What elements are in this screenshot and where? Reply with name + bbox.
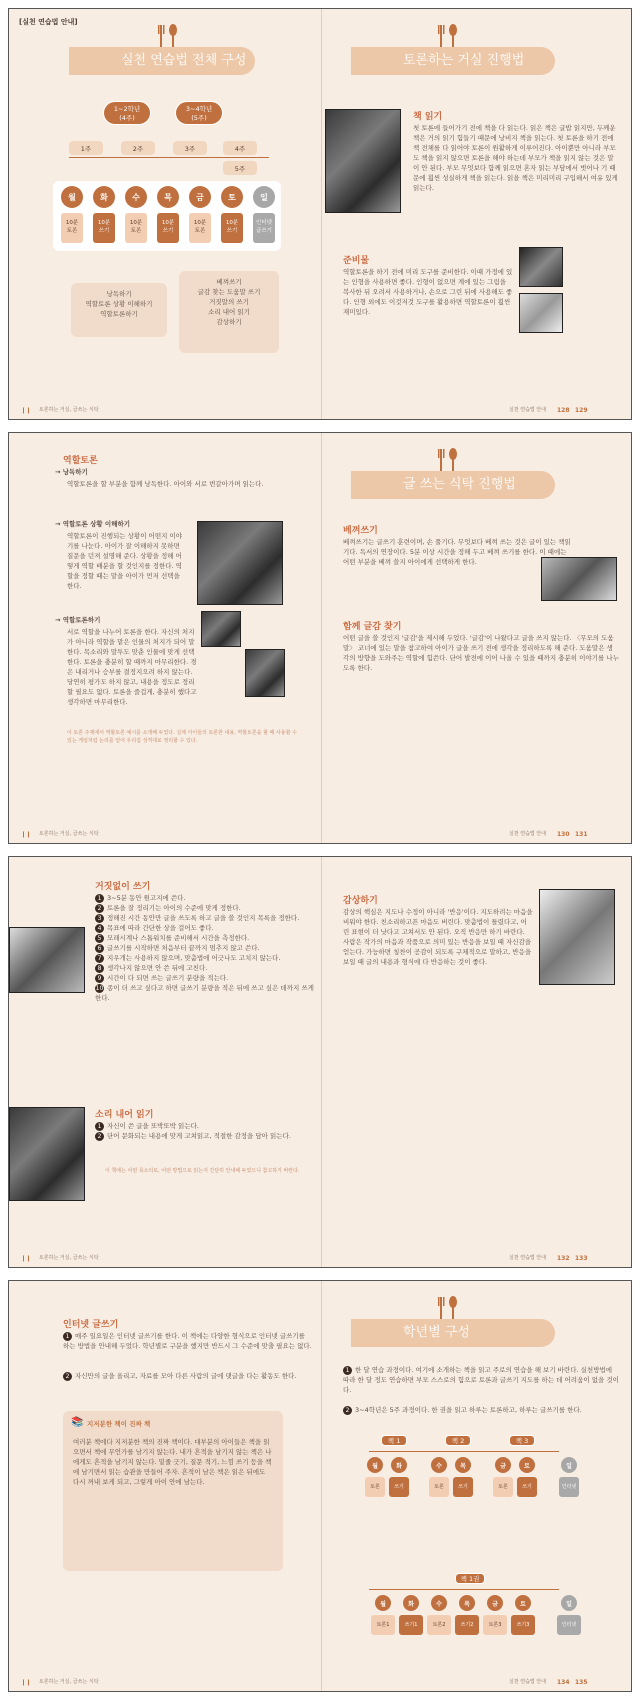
mini-tag: 쓰기3 [511,1615,535,1635]
footer-right: 실천 연습법 안내 [509,1255,546,1261]
book-icon: 📚 [71,1417,84,1428]
mini-tag: 인터넷 [557,1615,581,1635]
mini-tag: 토론3 [483,1615,507,1635]
gutter [321,9,322,419]
mini-day: 토 [515,1595,531,1611]
spread-130-131 [8,432,632,844]
lie-step: 9 시간이 다 되면 쓰는 글쓰기 분량을 적는다. [95,973,315,983]
prep-text: 역할토론을 하기 전에 미리 도구를 준비한다. 이때 가정에 있는 인형을 사용하면 좋다. 인형이 없으면 계에 있는 그림을 복사한 뒤 오려서 사용하거나, 손으로 그린 뒤에 사용해도 좋다. 인형 외에도 이것저것 도구를 활용하면 역할토론이 훨씬 재미있다. [343,268,513,316]
find-title: 함께 글감 찾기 [343,622,402,632]
appreciate-title: 감상하기 [343,896,378,906]
photo-child-laughing [539,889,615,985]
mini-day: 화 [403,1595,419,1611]
right-banner: 글 쓰는 식탁 진행법 [351,471,555,499]
tip-box [63,1411,283,1571]
page-number-132: 132 [557,1255,570,1262]
day-wed: 수 [125,186,147,208]
mini-tag: 토론 [429,1477,449,1497]
writing-steps-box [179,271,279,353]
day-thu: 목 [157,186,179,208]
step-item: 낭독하기 [106,290,132,298]
find-text: 어떤 글을 쓸 것인지 '글감'을 제시해 두었다. '글감'이 나왔다고 글을 쓰지 않는다. 〈무모의 도움말〉 코너에 있는 말을 참고하여 아이가 글을 쓰기 전에 생각을 정리하도록 해 준다. 도움말은 생각의 방향을 도와주는 역할에 힘쓴다. 단어 발전에 이어 나올 수 있을 때까지 충분히 이야기를 나누도록 한다. [343,634,619,672]
situation-text: 역할토론이 진행되는 상황이 어떤지 이야기를 나눈다. 아이가 잘 이해하지 못하면 질문을 던져 설명해 준다. 상황을 정해 어떻게 역할 배분을 할 것인지를 정한다. 역할을 정할 때는 맡을 아이가 먼저 선택을 한다. [67,532,183,590]
page-number-134: 134 [557,1679,570,1686]
photo-boy-reading [9,1107,85,1201]
photo-doll [519,293,563,333]
read-aloud-title: → 낭독하기 [55,468,88,476]
reading-title: 책 읽기 [413,112,443,122]
footer-left: 토론하는 거실, 글쓰는 식탁 [39,1255,99,1261]
photo-stuffed-animal [519,247,563,287]
net-item: 2 자신만의 글을 올리고, 자료를 모아 다른 사람의 글에 댓글을 다는 활동도 한다. [63,1371,313,1391]
lie-step: 4 목표에 따라 간단한 상을 걸어도 좋다. [95,923,315,933]
lie-step: 7 지우개는 사용하지 않으며, 맞춤법에 어긋나도 고치지 않는다. [95,953,315,963]
week-2: 2주 [121,141,155,155]
step-item: 글감 찾는 도움말 쓰기 [197,288,261,296]
tip-text: 여러분 책에다 지저분한 책의 진짜 책이다. 대부분의 아이들은 책을 읽으면서 책에 무언가를 남기지 않는다. 내가 흔적을 남기지 않는 책은 나에게도 흔적을 남기지 않는다. 밑줄 긋기, 질문 적기, 느낌 쓰기 등을 책에 남기면서 읽는 습관을 만들어 주자. 흔적이 남은 책은 읽은 뒤에도 다시 꺼내 보게 되고, 그렇게 아이 안에 남는다. [73,1438,272,1486]
schedule-connector [369,1451,559,1452]
footer-logo: ❙❙ [21,1679,32,1686]
discussion-steps-box [71,283,167,337]
mini-day: 목 [459,1595,475,1611]
spread-132-133 [8,856,632,1268]
mini-day: 목 [455,1457,471,1473]
photo-child-smiling [245,649,285,697]
prep-title: 준비물 [343,256,370,266]
week-5: 5주 [223,161,257,175]
day-sat: 토 [221,186,243,208]
book-label: 책 2 [445,1435,471,1446]
reading-text: 첫 토론에 들어가기 전에 책을 다 읽는다. 읽은 책은 글밥 읽지만, 두께운 책은 거의 읽기 힘들기 때문에 낭비지 책을 읽는다. 첫 토론을 하기 전에 책 전체를 다 읽어야 토론이 원활하게 이루어진다. 아이뿐만 아니라 부모도 책을 읽지 않으면 토론을 해야 하는데 부모가 책을 읽지 않는 것은 말이 안 된다. 부모 무엇보다 함께 읽으면 혼자 읽는 부담에서 벗어나 기 때문에 훨씬 성실하게 책을 읽는다. 읽을 책은 미리미리 구입해서 여유 있게 읽는다. [413,124,618,192]
copy-text: 베껴쓰기는 글쓰기 훈련이며, 손 풀기다. 무엇보다 베껴 쓰는 것은 글이 있는 책읽기다. 독서의 연장이다. 5분 이상 시간을 정해 두고 베껴 쓰기를 한다. 이 때에는 어떤 부분을 베껴 쓸지 아이에게 선택하게 한다. [343,538,571,566]
page-number-128: 128 [557,407,570,414]
page-number-133: 133 [575,1255,588,1262]
mini-day: 월 [375,1595,391,1611]
schedule-connector [369,1589,559,1590]
mini-tag: 쓰기1 [399,1615,423,1635]
roleplay-text: 서로 역할을 나누어 토론을 한다. 자신의 처지가 아니라 역할을 맡은 인물의 처지가 되어 말한다. 목소리와 말투도 맞춘 인물에 맞게 선택한다. 토론을 충분히 할 때까지 마무리한다. 경은 내리거나 승부를 결정지으려 하지 않는다. 당연히 평가도 하지 않고, 내용을 정도로 정리할 필요도 없다. 토론을 즐겁게, 충분히 했다고 생각하면 마무리한다. [67,628,197,706]
mini-tag: 쓰기 [453,1477,473,1497]
lie-step: 3 정해진 시간 동안만 글을 쓰도록 하고 글을 쓸 것인지 목록을 정한다. [95,913,315,923]
mini-tag: 쓰기 [389,1477,409,1497]
aloud-step: 1 자신이 쓴 글을 또박또박 읽는다. [95,1121,315,1131]
mini-tag: 인터넷 [559,1477,579,1497]
mini-day: 월 [367,1457,383,1473]
mini-day: 수 [431,1595,447,1611]
page-number-135: 135 [575,1679,588,1686]
mini-day: 금 [487,1595,503,1611]
book-label: 책 1 [381,1435,407,1446]
page-number-130: 130 [557,831,570,838]
week-4: 4주 [223,141,257,155]
day-sun: 일 [253,186,275,208]
photo-child-puppet [201,611,241,647]
grade-list [343,1365,619,1425]
grade-item: 1 한 달 연습 과정이다. 여기에 소개하는 책을 읽고 주로의 연습을 해 보기 바란다. 실천방법에 따라 한 달 정도 연습하면 부모 스스로의 힘으로 토론과 글쓰기 지도를 하는 데 어려움이 없을 것이다. [343,1366,619,1394]
step-item: 감상하기 [216,318,242,326]
net-title: 인터넷 글쓰기 [63,1320,119,1330]
step-item: 소리 내어 읽기 [208,308,250,316]
lie-step: 6 글쓰기를 시작하면 처음부터 끝까지 멈추지 않고 쓴다. [95,943,315,953]
day-tag-wed: 10분 토론 [125,213,147,243]
lie-step: 1 3~5분 동안 원고지에 쓴다. [95,893,315,903]
footer-logo: ❙❙ [21,1255,32,1262]
grade-3-4-box: 3~4학년 (5주) [175,101,223,125]
step-item: 베껴쓰기 [216,278,242,286]
book-label: 책 3 [509,1435,535,1446]
gutter [321,857,322,1267]
footer-right: 실천 연습법 안내 [509,831,546,837]
day-tag-fri: 10분 토론 [189,213,211,243]
aloud-steps-list [95,1121,315,1151]
day-tag-sat: 10분 쓰기 [221,213,243,243]
day-fri: 금 [189,186,211,208]
week-connector [69,157,269,158]
right-banner: 토론하는 거실 진행법 [351,47,555,75]
footer-left: 토론하는 거실, 글쓰는 식탁 [39,1679,99,1685]
week-3: 3주 [173,141,207,155]
day-tag-thu: 10분 쓰기 [157,213,179,243]
mini-tag: 쓰기 [517,1477,537,1497]
spread-128-129 [8,8,632,420]
read-aloud-text: 역할토론을 할 부분을 함께 낭독한다. 아이와 서로 번갈아가며 읽는다. [67,480,264,488]
footer-right: 실천 연습법 안내 [509,1679,546,1685]
page-number-131: 131 [575,831,588,838]
spread-134-135 [8,1280,632,1692]
mini-day: 수 [431,1457,447,1473]
grade-1-2-box: 1~2학년 (4주) [103,101,151,125]
mini-tag: 토론 [493,1477,513,1497]
roleplay-title: → 역할토론하기 [55,616,101,624]
page-number-left: ❙❙ [21,407,32,414]
mini-tag: 쓰기2 [455,1615,479,1635]
step-item: 역할토론 상황 이해하기 [85,300,153,308]
mini-tag: 토론1 [371,1615,395,1635]
right-banner: 학년별 구성 [351,1319,555,1347]
role-title: 역할토론 [63,456,98,466]
day-tue: 화 [93,186,115,208]
grade-item: 2 3~4학년은 5주 과정이다. 한 권을 읽고 하루는 토론하고, 하루는 글쓰기를 한다. [343,1405,619,1425]
photo-hand-writing [9,927,85,993]
net-list [63,1331,313,1391]
lie-steps-list [95,893,315,1003]
role-note: 이 토론 주제에서 역할토론 예시를 소개해 두었다. 실제 아이들의 토론한 내용, 역할토론을 할 때 사용할 수 있는 게임처럼 논리를 얻어 우리집 성격대로 정리할 수 있다. [67,730,297,744]
photo-writing-hand [541,557,617,601]
photo-parent-child [197,521,283,605]
footer-logo: ❙❙ [21,831,32,838]
footer-left: 토론하는 거실, 글쓰는 식탁 [39,831,99,837]
lie-step: 5 모래시계나 스톱워치를 준비해서 시간을 측정한다. [95,933,315,943]
mini-day: 일 [561,1457,577,1473]
aloud-title: 소리 내어 읽기 [95,1110,154,1120]
appreciate-text: 감상의 핵심은 지도나 수정이 아니라 '반응'이다. 지도하려는 마음을 비워야 한다. 친소리하고픈 마음도 버린다. 맞춤법이 틀렸다고, 어린 표현이 더 낫다고 고쳐서도 안 된다. 오직 반응만 하기 바란다. 사람은 작가의 마음과 작품으로 의미 있는 반응을 보일 때 자신감을 얻는다. 가능하면 칭찬이 공감이 되도록 구체적으로 말하고, 반응을 보일 때 글의 내용과 형식에 다 반응하는 것이 좋다. [343,908,533,966]
situation-title: → 역할토론 상황 이해하기 [55,520,131,528]
aloud-step: 2 단어 문화되는 내용에 맞게 고쳐읽고, 적절한 감정을 담아 읽는다. [95,1131,315,1151]
section-tag: [실천 연습법 안내] [19,18,78,26]
gutter [321,433,322,843]
day-tag-tue: 10분 쓰기 [93,213,115,243]
lie-step: 2 토론을 잘 정리기는 아이의 수준에 맞게 정한다. [95,903,315,913]
mini-day: 토 [519,1457,535,1473]
left-banner: 실천 연습법 전체 구성 [69,47,255,75]
mini-tag: 토론2 [427,1615,451,1635]
week-1: 1주 [69,141,103,155]
day-mon: 월 [61,186,83,208]
step-item: 역할토론하기 [100,310,138,318]
day-tag-mon: 10분 토론 [61,213,83,243]
footer-left: 토론하는 거실, 글쓰는 식탁 [39,407,99,413]
photo-child-reading [325,109,401,213]
mini-day: 일 [561,1595,577,1611]
mini-day: 금 [495,1457,511,1473]
mini-tag: 토론 [365,1477,385,1497]
lie-title: 거짓없이 쓰기 [95,882,151,892]
mini-day: 화 [391,1457,407,1473]
tip-title: 지저분한 책이 진짜 책 [87,1420,151,1428]
book-label: 책 1권 [455,1573,485,1584]
page-number-129: 129 [575,407,588,414]
day-tag-sun: 인터넷 글쓰기 [253,213,275,243]
lie-step: 10 종이 더 쓰고 싶다고 하면 글쓰기 분량을 적은 뒤에 쓰고 싶은 데까지 쓰게 한다. [95,984,314,1002]
gutter [321,1281,322,1691]
lie-step: 8 생각나지 않으면 안 쓴 뒤에 고친다. [95,963,315,973]
step-item: 거짓말의 쓰기 [209,298,249,306]
net-item: 1 매주 일요일은 인터넷 글쓰기를 한다. 이 책에는 다양한 형식으로 인터넷 글쓰기를 하는 방법을 안내해 두었다. 학년별로 구분을 했지만 반드시 그 수준에 맞출 필요는 없다. [63,1332,312,1350]
footer-right: 실천 연습법 안내 [509,407,546,413]
copy-title: 베껴쓰기 [343,526,378,536]
aloud-note: 이 책에는 어떤 목소리로, 어떤 방법으로 읽는지 간단히 안내해 두었으니 참고하기 바란다. [105,1168,300,1174]
